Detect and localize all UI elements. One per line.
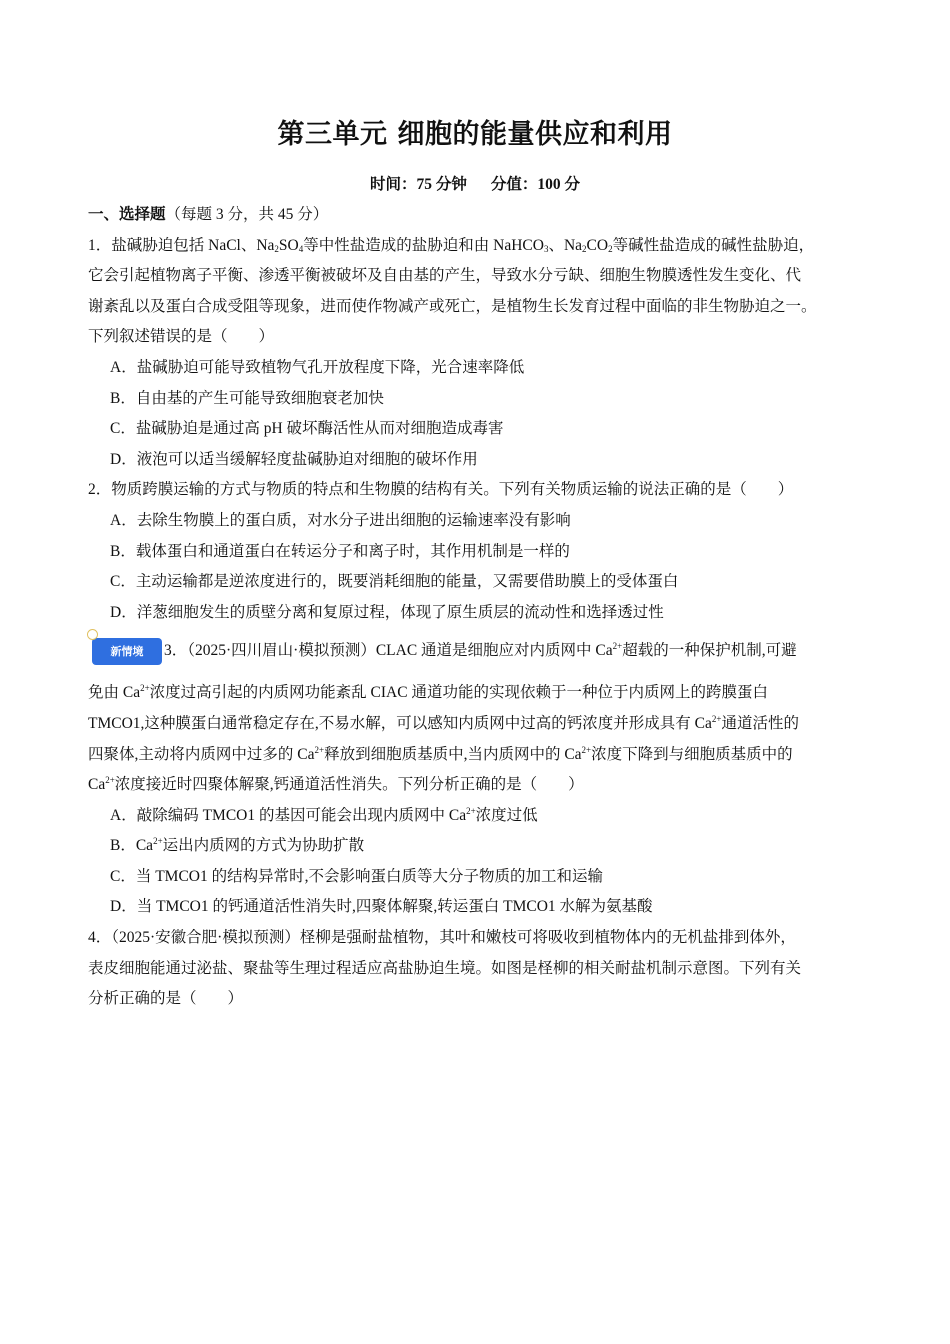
- new-context-badge: [92, 638, 162, 665]
- total-score: 分值：100 分: [490, 176, 580, 193]
- q3-text: 超载的一种保护机制,可避: [622, 642, 797, 660]
- q3-stem-body: [88, 678, 870, 923]
- q1-text: 1．盐碱胁迫包括 NaCl、Na: [88, 236, 275, 254]
- q3-text: 通道活性的: [721, 714, 799, 732]
- superscript: 2+: [105, 775, 115, 786]
- q2-option-c: C．主动运输都是逆浓度进行的，既要消耗细胞的能量，又需要借助膜上的受体蛋白: [110, 573, 679, 591]
- q3-text: 运出内质网的方式为协助扩散: [162, 837, 365, 855]
- q3-text: 浓度过高引起的内质网功能紊乱 CIAC 通道功能的实现依赖于一种位于内质网上的跨膜蛋白: [149, 684, 768, 702]
- section-name: 一、选择题: [88, 206, 166, 223]
- q3-text: 浓度过低: [475, 806, 538, 824]
- q2-option-b: B．载体蛋白和通道蛋白在转运分子和离子时，其作用机制是一样的: [110, 542, 570, 560]
- question-2: [88, 475, 870, 628]
- badge-dot-icon: [87, 629, 98, 640]
- question-4: [88, 923, 870, 1015]
- question-1: [88, 231, 870, 476]
- q1-text: SO: [278, 236, 299, 254]
- q3-stem-line-2: [88, 678, 870, 709]
- q3-stem-line-3: [88, 709, 870, 740]
- q1-text: 、Na: [548, 236, 583, 254]
- q1-text: 等中性盐造成的盐胁迫和由 NaHCO: [303, 236, 544, 254]
- q3-stem-line-5: [88, 770, 870, 801]
- q3-text: 释放到细胞质基质中,当内质网中的 Ca: [324, 745, 582, 763]
- superscript: 2+: [612, 641, 623, 652]
- superscript: 2+: [711, 713, 722, 724]
- superscript: 2+: [581, 744, 592, 755]
- q3-text: 浓度接近时四聚体解聚,钙通道活性消失。下列分析正确的是（ ）: [114, 776, 584, 794]
- time-limit: 时间：75 分钟: [370, 176, 467, 193]
- q1-option-a: A．盐碱胁迫可能导致植物气孔开放程度下降，光合速率降低: [110, 358, 525, 376]
- superscript: 2+: [466, 805, 476, 816]
- q1-stem-line-2: 它会引起植物离子平衡、渗透平衡被破坏及自由基的产生，导致水分亏缺、细胞生物膜透性发生变化、代: [88, 267, 802, 285]
- q3-text: Ca: [88, 776, 106, 794]
- q3-text: 免由 Ca: [88, 684, 141, 702]
- q1-option-c: C．盐碱胁迫是通过高 pH 破坏酶活性从而对细胞造成毒害: [110, 420, 504, 438]
- q3-text: A．敲除编码 TMCO1 的基因可能会出现内质网中 Ca: [110, 806, 467, 824]
- question-3: [88, 630, 870, 923]
- q1-option-b: B．自由基的产生可能导致细胞衰老加快: [110, 389, 384, 407]
- superscript: 2+: [314, 744, 325, 755]
- superscript: 2+: [153, 836, 163, 847]
- subscript: 4: [298, 243, 304, 254]
- q3-text: TMCO1,这种膜蛋白通常稳定存在,不易水解，可以感知内质网中过高的钙浓度并形成具有 Ca: [88, 714, 712, 732]
- q3-option-d: D．当 TMCO1 的钙通道活性消失时,四聚体解聚,转运蛋白 TMCO1 水解为氨基酸: [110, 898, 653, 916]
- q1-stem-line-1: [88, 231, 870, 262]
- q1-text: CO: [586, 236, 609, 254]
- q3-text: 四聚体,主动将内质网中过多的 Ca: [88, 745, 315, 763]
- page-title: 第三单元 细胞的能量供应和利用: [277, 119, 673, 150]
- q1-option-d: D．液泡可以适当缓解轻度盐碱胁迫对细胞的破坏作用: [110, 450, 478, 468]
- exam-meta: [0, 172, 950, 194]
- section-note: （每题 3 分，共 45 分）: [165, 206, 329, 223]
- q4-stem-line-1: 4．（2025·安徽合肥·模拟预测）柽柳是强耐盐植物，其叶和嫩枝可将吸收到植物体内的无机盐排到体外，: [88, 929, 796, 947]
- q1-text: 等碱性盐造成的碱性盐胁迫，: [612, 236, 815, 254]
- q3-option-a: [88, 801, 870, 832]
- subscript: 2: [274, 243, 279, 254]
- superscript: 2+: [140, 683, 150, 694]
- q2-option-d: D．洋葱细胞发生的质壁分离和复原过程，体现了原生质层的流动性和选择透过性: [110, 603, 664, 621]
- section-heading: [88, 200, 870, 231]
- q2-option-a: A．去除生物膜上的蛋白质，对水分子进出细胞的运输速率没有影响: [110, 511, 571, 529]
- subscript: 2: [608, 243, 613, 254]
- badge-label: 新情境: [110, 645, 144, 659]
- q1-stem-line-4: 下列叙述错误的是（ ）: [88, 328, 275, 346]
- q3-stem-line-1: [88, 630, 870, 672]
- q2-stem: 2．物质跨膜运输的方式与物质的特点和生物膜的结构有关。下列有关物质运输的说法正确的是（ ）: [88, 481, 794, 499]
- q1-stem-line-3: 谢紊乱以及蛋白合成受阻等现象，进而使作物减产或死亡，是植物生长发育过程中面临的非生物胁迫之一。: [88, 297, 817, 315]
- q3-text: 浓度下降到与细胞质基质中的: [591, 745, 793, 763]
- q4-stem-line-3: 分析正确的是（ ）: [88, 990, 244, 1008]
- q3-stem-line-4: [88, 740, 870, 771]
- q3-option-c: C．当 TMCO1 的结构异常时,不会影响蛋白质等大分子物质的加工和运输: [110, 867, 603, 885]
- question-content: [88, 200, 870, 1015]
- q4-stem-line-2: 表皮细胞能通过泌盐、聚盐等生理过程适应高盐胁迫生境。如图是柽柳的相关耐盐机制示意图。下列有关: [88, 959, 802, 977]
- q3-option-b: [88, 831, 870, 862]
- subscript: 2: [582, 243, 587, 254]
- q3-text: 3．（2025·四川眉山·模拟预测）CLAC 通道是细胞应对内质网中 Ca: [164, 642, 613, 660]
- q3-text: B．Ca: [110, 837, 154, 855]
- subscript: 3: [543, 243, 549, 254]
